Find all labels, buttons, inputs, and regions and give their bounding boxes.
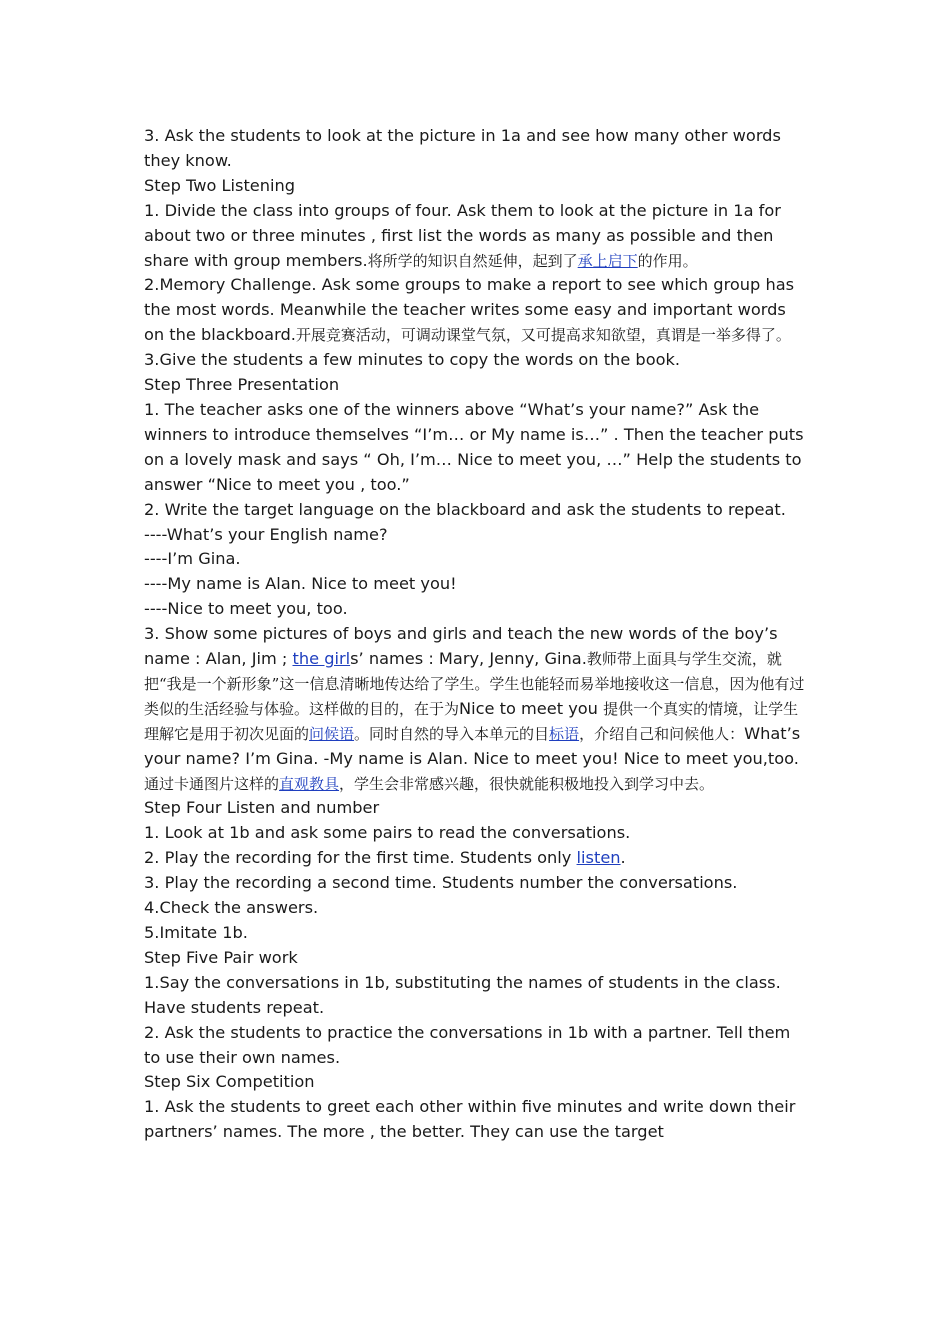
- step-three-heading: Step Three Presentation: [144, 375, 340, 395]
- paragraph-step4-item2: 2. Play the recording for the first time. Students only listen.: [144, 848, 626, 868]
- paragraph-step4-item3: 3. Play the recording a second time. Students number the conversations.: [144, 873, 738, 893]
- paragraph-step4-item1: 1. Look at 1b and ask some pairs to read the conversations.: [144, 823, 631, 843]
- paragraph-step4-item4: 4.Check the answers.: [144, 898, 319, 918]
- paragraph-step1-item3: 3. Ask the students to look at the picture in 1a and see how many other words they know.: [144, 126, 781, 170]
- step-two-heading: Step Two Listening: [144, 175, 296, 195]
- step-four-heading: Step Four Listen and number: [144, 798, 380, 818]
- link-biaoyu[interactable]: 标语: [549, 724, 580, 743]
- link-the-girl[interactable]: the girl: [292, 649, 351, 669]
- paragraph-step5-item1: 1.Say the conversations in 1b, substituting the names of students in the class. Have students repeat.: [144, 972, 781, 1017]
- step-five-heading: Step Five Pair work: [144, 947, 298, 967]
- paragraph-step6-item1: 1. Ask the students to greet each other within five minutes and write down their partners’ names. The more , the better. They can use the target: [144, 1097, 796, 1142]
- document-body: [144, 124, 808, 1145]
- dialogue-line-1: ----What’s your English name?: [144, 524, 388, 544]
- paragraph-step3-item2: 2. Write the target language on the blackboard and ask the students to repeat.: [144, 499, 786, 519]
- paragraph-step3-item1: 1. The teacher asks one of the winners above “What’s your name?” Ask the winners to introduce themselves “I’m… or My name is…” . Then the teacher puts on a lovely mask and says “ Oh, I’m… Nice to meet you, …” Help the students to answer “Nice to meet you , too.”: [144, 399, 804, 494]
- link-wenhouyu[interactable]: 问候语: [309, 724, 355, 743]
- link-listen[interactable]: listen: [576, 848, 621, 868]
- paragraph-step4-item5: 5.Imitate 1b.: [144, 923, 248, 942]
- link-zhiguanjiaoju[interactable]: 直观教具: [279, 774, 340, 793]
- dialogue-line-3: ----My name is Alan. Nice to meet you!: [144, 574, 457, 594]
- link-chengshangqixia[interactable]: 承上启下: [577, 251, 638, 270]
- paragraph-step2-item1: 1. Divide the class into groups of four. Ask them to look at the picture in 1a for about two or three minutes , first list the words as many as possible and then share with group members.将所学的知识自然延伸，起到了承上启下的作用。: [144, 200, 781, 270]
- paragraph-step3-item3: 3. Show some pictures of boys and girls and teach the new words of the boy’s name : Alan, Jim ; the girls’ names : Mary, Jenny, Gina.教师带上面具与学生交流，就把“我是一个新形象”这一信息清晰地传达给了学生。学生也能轻而易举地接收这一信息，因为他有过类似的生活经验与体验。这样做的目的，在于为Nice to meet you 提供一个真实的情境，让学生理解它是用于初次见面的问候语。同时自然的导入本单元的目标语，介绍自己和问候他人：What’s your name? I’m Gina. -My name is Alan. Nice to meet you! Nice to meet you,too.通过卡通图片这样的直观教具，学生会非常感兴趣，很快就能积极地投入到学习中去。: [144, 624, 805, 793]
- paragraph-step2-item3: 3.Give the students a few minutes to copy the words on the book.: [144, 350, 681, 370]
- dialogue-line-4: ----Nice to meet you, too.: [144, 599, 348, 619]
- paragraph-step2-item2: 2.Memory Challenge. Ask some groups to make a report to see which group has the most words. Meanwhile the teacher writes some easy and important words on the blackboard.开展竞赛活动，可调动课堂气氛，又可提高求知欲望，真谓是一举多得了。: [144, 275, 795, 345]
- step-six-heading: Step Six Competition: [144, 1072, 315, 1092]
- paragraph-step5-item2: 2. Ask the students to practice the conversations in 1b with a partner. Tell them to use their own names.: [144, 1022, 791, 1067]
- dialogue-line-2: ----I’m Gina.: [144, 549, 241, 569]
